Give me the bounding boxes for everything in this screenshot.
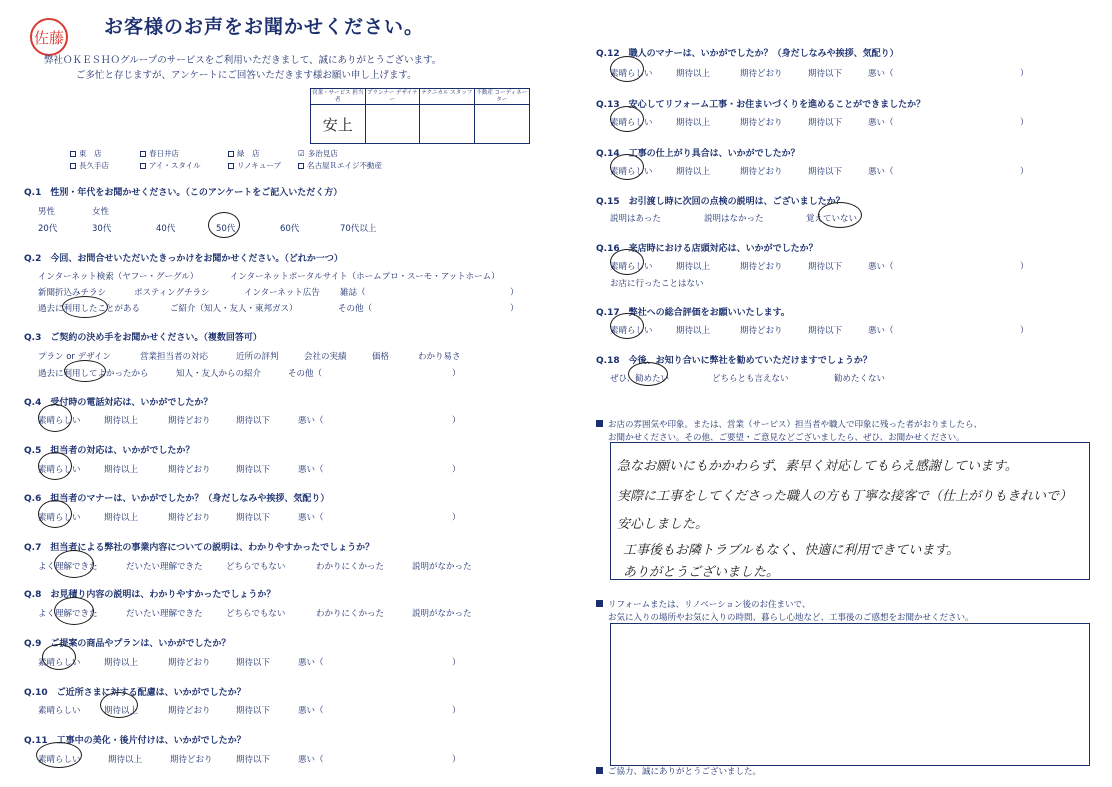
option[interactable]: 期待どおり bbox=[168, 465, 211, 475]
after-reform-prompt: リフォームまたは、リノベーション後のお住まいで、 bbox=[596, 598, 810, 610]
option[interactable]: インターネットポータルサイト（ホームプロ・スーモ・アットホーム） bbox=[230, 272, 500, 282]
intro-line-2: ご多忙と存じますが、アンケートにご回答いただきます様お願い申し上げます。 bbox=[76, 70, 417, 81]
option[interactable]: 悪い（ bbox=[298, 416, 324, 426]
handwritten-circle bbox=[64, 360, 106, 382]
option: ） bbox=[1020, 167, 1029, 177]
handwritten-circle bbox=[38, 500, 72, 528]
footer-thanks: ご協力、誠にありがとうございました。 bbox=[596, 765, 761, 777]
staff-cell-realestate[interactable] bbox=[475, 105, 530, 143]
staff-header-technical: テクニカル スタッフ bbox=[420, 89, 475, 105]
option: ） bbox=[1020, 326, 1029, 336]
staff-cell-sales[interactable] bbox=[311, 105, 366, 143]
option[interactable]: よく理解できた bbox=[38, 562, 98, 572]
store-option[interactable]: アイ・スタイル bbox=[140, 160, 201, 171]
option: ） bbox=[510, 304, 519, 314]
option[interactable]: 覚えていない bbox=[806, 214, 858, 224]
handwritten-circle bbox=[62, 296, 108, 318]
question-7: Q.7 担当者による弊社の事業内容についての説明は、わかりやすかったでしょうか？ bbox=[24, 540, 374, 553]
option[interactable]: 期待以下 bbox=[236, 465, 271, 475]
question-16: Q.16 来店時における店頭対応は、いかがでしたか？ bbox=[596, 241, 818, 254]
option[interactable]: どちらでもない bbox=[226, 562, 286, 572]
question-4: Q.4 受付時の電話対応は、いかがでしたか？ bbox=[24, 395, 212, 408]
store-option[interactable]: 東 店 bbox=[70, 148, 102, 159]
option[interactable]: 男性 bbox=[38, 207, 56, 217]
question-17: Q.17 弊社への総合評価をお願いいたします。 bbox=[596, 305, 790, 318]
question-11: Q.11 工事中の美化・後片付けは、いかがでしたか？ bbox=[24, 733, 246, 746]
square-bullet-icon bbox=[596, 420, 603, 427]
handwritten-circle bbox=[610, 313, 644, 339]
option[interactable]: 説明がなかった bbox=[412, 562, 472, 572]
page-title: お客様のお声をお聞かせください。 bbox=[104, 16, 425, 38]
option[interactable]: 期待どおり bbox=[740, 118, 783, 128]
option[interactable]: わかり易さ bbox=[418, 352, 461, 362]
option[interactable]: 会社の実績 bbox=[304, 352, 347, 362]
option[interactable]: 期待以上 bbox=[108, 755, 143, 765]
handwritten-circle bbox=[610, 154, 644, 180]
option[interactable]: どちらでもない bbox=[226, 609, 286, 619]
option: ） bbox=[452, 658, 461, 668]
handwritten-circle bbox=[818, 202, 862, 228]
handwritten-circle bbox=[208, 212, 240, 238]
handwritten-line: ありがとうございました。 bbox=[623, 565, 780, 580]
store-option-checked[interactable]: ☑ 多治見店 bbox=[298, 149, 338, 158]
option[interactable]: どちらとも言えない bbox=[712, 374, 789, 384]
question-3: Q.3 ご契約の決め手をお聞かせください。（複数回答可） bbox=[24, 330, 262, 343]
question-18: Q.18 今後、お知り合いに弊社を勧めていただけますでしょうか？ bbox=[596, 353, 872, 366]
store-option[interactable]: 長久手店 bbox=[70, 160, 109, 171]
option[interactable]: 悪い（ bbox=[298, 755, 324, 765]
checkbox-icon[interactable] bbox=[140, 163, 146, 169]
option: ） bbox=[1020, 262, 1029, 272]
option[interactable]: 悪い（ bbox=[868, 167, 894, 177]
option[interactable]: 悪い（ bbox=[868, 326, 894, 336]
option[interactable]: インターネット検索（ヤフー・グーグル） bbox=[38, 272, 199, 282]
option[interactable]: 期待以下 bbox=[808, 262, 843, 272]
option[interactable]: 営業担当者の対応 bbox=[140, 352, 209, 362]
option[interactable]: 30代 bbox=[92, 224, 112, 234]
option[interactable]: 素晴らしい bbox=[610, 118, 653, 128]
question-13: Q.13 安心してリフォーム工事・お住まいづくりを進めることができましたか？ bbox=[596, 97, 925, 110]
option[interactable]: インターネット広告 bbox=[244, 288, 320, 298]
option[interactable]: 悪い（ bbox=[298, 658, 324, 668]
option[interactable]: 期待以上 bbox=[676, 262, 711, 272]
option: ） bbox=[452, 416, 461, 426]
checkbox-icon[interactable] bbox=[228, 163, 234, 169]
option[interactable]: 悪い（ bbox=[868, 69, 894, 79]
option: ） bbox=[452, 755, 461, 765]
option[interactable]: 期待どおり bbox=[168, 706, 211, 716]
option[interactable]: お店に行ったことはない bbox=[610, 279, 704, 289]
option[interactable]: 素晴らしい bbox=[38, 658, 81, 668]
option[interactable]: 期待以下 bbox=[236, 706, 271, 716]
option[interactable]: わかりにくかった bbox=[316, 562, 385, 572]
option[interactable]: ポスティングチラシ bbox=[134, 288, 210, 298]
option[interactable]: 期待以下 bbox=[808, 326, 843, 336]
option[interactable]: 50代 bbox=[216, 224, 236, 234]
option[interactable]: 期待以下 bbox=[808, 167, 843, 177]
option[interactable]: 期待どおり bbox=[740, 326, 783, 336]
handwritten-circle bbox=[54, 550, 94, 578]
staff-cell-planner[interactable] bbox=[366, 105, 421, 143]
store-option[interactable]: 名古屋Ｒエイジ不動産 bbox=[298, 160, 382, 171]
option[interactable]: 期待どおり bbox=[170, 755, 213, 765]
option[interactable]: 期待どおり bbox=[740, 69, 783, 79]
checkbox-icon[interactable] bbox=[70, 163, 76, 169]
after-reform-textarea[interactable] bbox=[610, 623, 1090, 766]
handwritten-line: 工事後もお隣トラブルもなく、快適に利用できています。 bbox=[623, 543, 960, 558]
option[interactable]: 勧めたくない bbox=[834, 374, 886, 384]
option[interactable]: 素晴らしい bbox=[610, 69, 653, 79]
option[interactable]: プラン or デザイン bbox=[38, 352, 112, 362]
option: ） bbox=[452, 513, 461, 523]
option[interactable]: 期待以下 bbox=[808, 118, 843, 128]
option[interactable]: 期待どおり bbox=[740, 167, 783, 177]
option[interactable]: 期待以上 bbox=[104, 706, 139, 716]
option[interactable]: 期待以上 bbox=[104, 465, 139, 475]
option: ） bbox=[452, 465, 461, 475]
option[interactable]: 60代 bbox=[280, 224, 300, 234]
checkbox-icon[interactable] bbox=[228, 151, 234, 157]
option[interactable]: よく理解できた bbox=[38, 609, 98, 619]
square-bullet-icon bbox=[596, 600, 603, 607]
option[interactable]: ぜひ、勧めたい bbox=[610, 374, 670, 384]
handwritten-circle bbox=[610, 56, 644, 82]
option: ） bbox=[1020, 118, 1029, 128]
option[interactable]: 70代以上 bbox=[340, 224, 377, 234]
option[interactable]: 期待以下 bbox=[236, 658, 271, 668]
option[interactable]: 素晴らしい bbox=[38, 755, 81, 765]
question-14: Q.14 工事の仕上がり具合は、いかがでしたか？ bbox=[596, 146, 800, 159]
option[interactable]: 期待以上 bbox=[676, 167, 711, 177]
question-12: Q.12 職人のマナーは、いかがでしたか？（身だしなみや挨拶、気配り） bbox=[596, 46, 899, 59]
option[interactable]: 説明がなかった bbox=[412, 609, 472, 619]
option[interactable]: 期待以下 bbox=[808, 69, 843, 79]
checkbox-icon[interactable] bbox=[140, 151, 146, 157]
store-option[interactable]: 緑 店 bbox=[228, 148, 260, 159]
option[interactable]: 悪い（ bbox=[298, 706, 324, 716]
option[interactable]: 素晴らしい bbox=[610, 262, 653, 272]
option[interactable]: 素晴らしい bbox=[610, 326, 653, 336]
option[interactable]: 期待以下 bbox=[236, 513, 271, 523]
handwritten-line: 実際に工事をしてくださった職人の方も丁寧な接客で（仕上がりもきれいで） bbox=[617, 489, 1073, 504]
handwritten-circle bbox=[38, 404, 72, 432]
handwritten-circle bbox=[610, 249, 644, 275]
option[interactable]: 過去に利用してよかったから bbox=[38, 369, 149, 379]
option: ） bbox=[510, 288, 519, 298]
option[interactable]: 悪い（ bbox=[868, 118, 894, 128]
option: ） bbox=[1020, 69, 1029, 79]
handwritten-circle bbox=[36, 742, 82, 768]
option[interactable]: 悪い（ bbox=[298, 513, 324, 523]
option[interactable]: 新聞折込みチラシ bbox=[38, 288, 107, 298]
question-9: Q.9 ご提案の商品やプランは、いかがでしたか？ bbox=[24, 636, 230, 649]
handwritten-circle bbox=[628, 362, 668, 386]
option[interactable]: 価格 bbox=[372, 352, 390, 362]
option[interactable]: 40代 bbox=[156, 224, 176, 234]
option[interactable]: 素晴らしい bbox=[38, 706, 81, 716]
option: ） bbox=[452, 369, 461, 379]
option[interactable]: 素晴らしい bbox=[38, 513, 81, 523]
option[interactable]: 悪い（ bbox=[868, 262, 894, 272]
staff-cell-technical[interactable] bbox=[420, 105, 475, 143]
option[interactable]: 知人・友人からの紹介 bbox=[176, 369, 262, 379]
store-option[interactable]: リノキューブ bbox=[228, 160, 281, 171]
option[interactable]: 期待以下 bbox=[236, 755, 271, 765]
question-6: Q.6 担当者のマナーは、いかがでしたか？（身だしなみや挨拶、気配り） bbox=[24, 491, 329, 504]
question-5: Q.5 担当者の対応は、いかがでしたか？ bbox=[24, 443, 194, 456]
question-8: Q.8 お見積り内容の説明は、わかりやすかったでしょうか？ bbox=[24, 587, 275, 600]
option[interactable]: 素晴らしい bbox=[610, 167, 653, 177]
handwritten-circle bbox=[42, 644, 76, 670]
square-bullet-icon bbox=[596, 767, 603, 774]
impression-textarea[interactable] bbox=[610, 442, 1090, 580]
question-10: Q.10 ご近所さまに対する配慮は、いかがでしたか？ bbox=[24, 685, 246, 698]
staff-header-realestate: 不動産 コーディネーター bbox=[476, 90, 528, 103]
option[interactable]: 期待どおり bbox=[168, 513, 211, 523]
handwritten-circle bbox=[610, 106, 644, 132]
question-15: Q.15 お引渡し時に次回の点検の説明は、ございましたか？ bbox=[596, 194, 845, 207]
option[interactable]: 女性 bbox=[92, 207, 110, 217]
option[interactable]: 期待どおり bbox=[168, 416, 211, 426]
checkbox-icon[interactable] bbox=[298, 163, 304, 169]
option[interactable]: 期待以上 bbox=[104, 416, 139, 426]
option[interactable]: その他（ bbox=[288, 369, 323, 379]
option[interactable]: わかりにくかった bbox=[316, 609, 385, 619]
option[interactable]: 悪い（ bbox=[298, 465, 324, 475]
question-2: Q.2 今回、お問合せいただいたきっかけをお聞かせください。（どれか一つ） bbox=[24, 251, 343, 264]
option[interactable]: 素晴らしい bbox=[38, 416, 81, 426]
option: ） bbox=[452, 706, 461, 716]
option[interactable]: ご紹介（知人・友人・東邦ガス） bbox=[170, 304, 298, 314]
handwritten-circle bbox=[54, 597, 94, 625]
question-1: Q.1 性別・年代をお聞かせください。（このアンケートをご記入いただく方） bbox=[24, 185, 342, 198]
after-reform-prompt-2: お気に入りの場所やお気に入りの時間、暮らし心地など、工事後のご感想をお聞かせください。 bbox=[608, 613, 974, 623]
store-option[interactable]: 春日井店 bbox=[140, 148, 179, 159]
option[interactable]: 期待以上 bbox=[104, 513, 139, 523]
option[interactable]: だいたい理解できた bbox=[126, 609, 203, 619]
staff-table bbox=[310, 88, 530, 144]
handwritten-line: 安心しました。 bbox=[617, 517, 709, 532]
option[interactable]: 期待どおり bbox=[740, 262, 783, 272]
staff-header-sales: 営業・サービス 担当者 bbox=[311, 89, 366, 105]
option[interactable]: 期待以上 bbox=[676, 326, 711, 336]
option[interactable]: 期待以上 bbox=[676, 118, 711, 128]
handwritten-circle bbox=[38, 452, 72, 480]
impression-prompt: お店の雰囲気や印象。または、営業（サービス）担当者や職人で印象に残った者がおりましたら、 bbox=[596, 418, 982, 430]
option[interactable]: 期待以下 bbox=[236, 416, 271, 426]
option[interactable]: その他（ bbox=[338, 304, 373, 314]
option[interactable]: 素晴らしい bbox=[38, 465, 81, 475]
impression-prompt-2: お聞かせください。その他、ご要望・ご意見などございましたら、ぜひ、お聞かせください。 bbox=[608, 433, 965, 443]
option[interactable]: 説明はなかった bbox=[704, 214, 764, 224]
checkmark-icon[interactable]: ☑ bbox=[298, 149, 305, 158]
handwritten-staff-name: 安上 bbox=[322, 115, 353, 134]
option[interactable]: 近所の評判 bbox=[236, 352, 279, 362]
name-seal bbox=[30, 18, 68, 56]
option[interactable]: 過去に利用したことがある bbox=[38, 304, 141, 314]
option[interactable]: だいたい理解できた bbox=[126, 562, 203, 572]
staff-header-planner: プランナー デザイナー bbox=[366, 89, 421, 105]
intro-line-1: 弊社ＯＫＥＳＨＯグループのサービスをご利用いただきまして、誠にありがとうございます。 bbox=[44, 55, 442, 66]
option[interactable]: 期待どおり bbox=[168, 658, 211, 668]
handwritten-line: 急なお願いにもかかわらず、素早く対応してもらえ感謝しています。 bbox=[617, 459, 1018, 474]
option[interactable]: 雑誌（ bbox=[340, 288, 366, 298]
handwritten-circle bbox=[100, 692, 138, 718]
option[interactable]: 説明はあった bbox=[610, 214, 661, 224]
checkbox-icon[interactable] bbox=[70, 151, 76, 157]
option[interactable]: 期待以上 bbox=[104, 658, 139, 668]
option[interactable]: 期待以上 bbox=[676, 69, 711, 79]
seal-text: 佐藤 bbox=[33, 28, 64, 47]
option[interactable]: 20代 bbox=[38, 224, 58, 234]
